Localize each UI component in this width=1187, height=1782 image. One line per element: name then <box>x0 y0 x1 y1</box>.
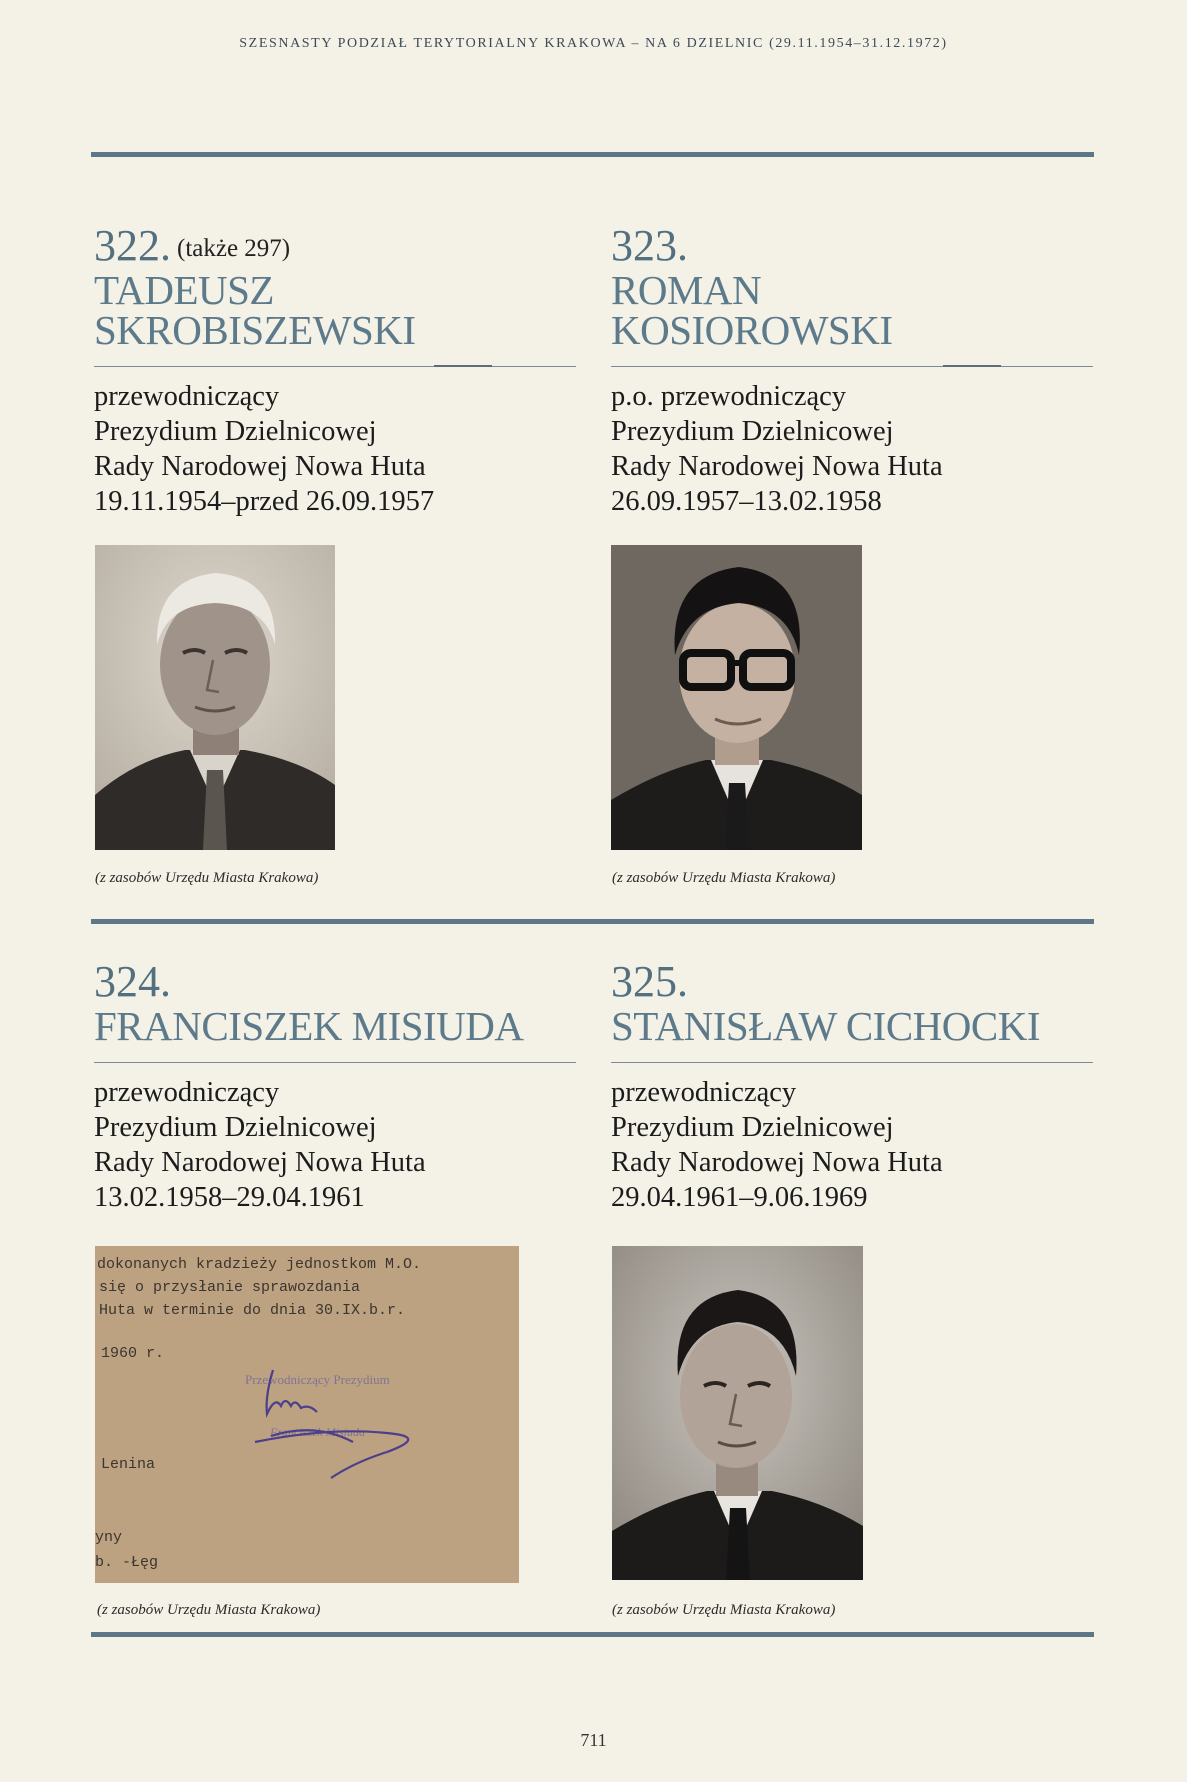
document-line: Huta w terminie do dnia 30.IX.b.r. <box>99 1302 406 1319</box>
office-body: Prezydium Dzielnicowej <box>94 1112 377 1143</box>
office-body: Prezydium Dzielnicowej <box>94 416 377 447</box>
office-dates: 29.04.1961–9.06.1969 <box>611 1182 868 1213</box>
entry-number: 325. <box>611 957 688 1006</box>
entry-number: 322. <box>94 221 171 270</box>
office-council: Rady Narodowej Nowa Huta <box>94 451 426 482</box>
photo-caption: (z zasobów Urzędu Miasta Krakowa) <box>95 870 319 886</box>
office-dates: 26.09.1957–13.02.1958 <box>611 486 882 517</box>
document-line: dokonanych kradzieży jednostkom M.O. <box>97 1256 422 1273</box>
document-year: 1960 r. <box>101 1345 165 1362</box>
also-reference: (także 297) <box>177 235 291 262</box>
name-line: SKROBISZEWSKI <box>94 307 416 353</box>
office-description <box>611 379 1096 519</box>
entry-heading <box>94 222 579 270</box>
bottom-rule <box>91 1632 1094 1637</box>
office-role: przewodniczący <box>611 1077 797 1108</box>
name-separator <box>611 366 1093 367</box>
running-head: SZESNASTY PODZIAŁ TERYTORIALNY KRAKOWA – NA 6 DZIELNIC (29.11.1954–31.12.1972) <box>239 36 948 51</box>
middle-rule <box>91 919 1094 924</box>
entry-heading <box>611 958 1096 1006</box>
person-name <box>611 267 1096 353</box>
office-body: Prezydium Dzielnicowej <box>611 1112 894 1143</box>
name-line: FRANCISZEK MISIUDA <box>94 1003 524 1049</box>
name-separator <box>611 1062 1093 1063</box>
stamp-name: Franciszek Misiuda <box>270 1425 365 1439</box>
person-name <box>94 1003 579 1049</box>
photo-caption: (z zasobów Urzędu Miasta Krakowa) <box>97 1602 321 1618</box>
portrait-photo-322 <box>95 545 335 850</box>
page-number: 711 <box>580 1730 607 1750</box>
photo-caption: (z zasobów Urzędu Miasta Krakowa) <box>612 870 836 886</box>
entry-number: 324. <box>94 957 171 1006</box>
entry-heading <box>611 222 1096 270</box>
office-council: Rady Narodowej Nowa Huta <box>611 1147 943 1178</box>
office-dates: 19.11.1954–przed 26.09.1957 <box>94 486 435 517</box>
office-role: przewodniczący <box>94 1077 280 1108</box>
entry-323 <box>611 222 1096 519</box>
person-name <box>611 1003 1096 1049</box>
stamp-title: Przewodniczący Prezydium <box>245 1372 390 1387</box>
entry-number: 323. <box>611 221 688 270</box>
office-dates: 13.02.1958–29.04.1961 <box>94 1182 365 1213</box>
office-description <box>94 1075 579 1215</box>
name-separator <box>94 366 576 367</box>
document-footer: b. -Łęg <box>95 1554 159 1571</box>
portrait-photo-323 <box>611 545 862 850</box>
entry-322 <box>94 222 579 519</box>
document-street: Lenina <box>101 1456 156 1473</box>
photo-caption: (z zasobów Urzędu Miasta Krakowa) <box>612 1602 836 1618</box>
office-role: p.o. przewodniczący <box>611 381 847 412</box>
name-separator <box>94 1062 576 1063</box>
person-name <box>94 267 579 353</box>
document-scan-324 <box>95 1246 519 1583</box>
portrait-photo-325 <box>612 1246 863 1580</box>
office-description <box>94 379 579 519</box>
office-council: Rady Narodowej Nowa Huta <box>611 451 943 482</box>
office-role: przewodniczący <box>94 381 280 412</box>
name-line: KOSIOROWSKI <box>611 307 893 353</box>
top-rule <box>91 152 1094 157</box>
name-line: TADEUSZ <box>94 267 274 313</box>
name-line: STANISŁAW CICHOCKI <box>611 1003 1040 1049</box>
office-body: Prezydium Dzielnicowej <box>611 416 894 447</box>
document-footer: yny <box>95 1529 123 1546</box>
name-line: ROMAN <box>611 267 762 313</box>
office-description <box>611 1075 1096 1215</box>
entry-324 <box>94 958 579 1215</box>
entry-heading <box>94 958 579 1006</box>
office-council: Rady Narodowej Nowa Huta <box>94 1147 426 1178</box>
entry-325 <box>611 958 1096 1215</box>
document-line: się o przysłanie sprawozdania <box>99 1279 361 1296</box>
